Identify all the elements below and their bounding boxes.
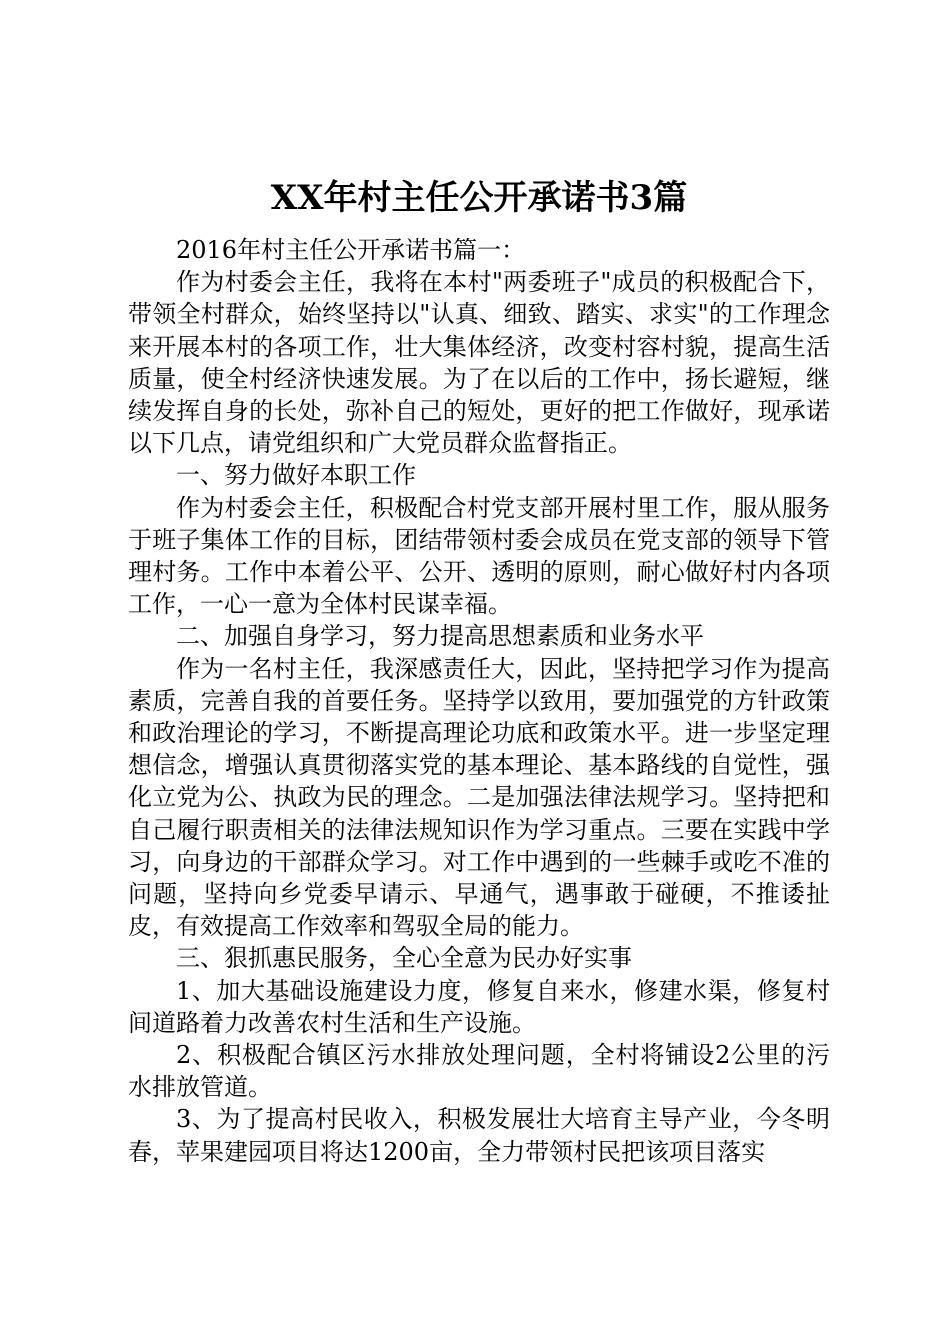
document-page (128, 178, 830, 1168)
section-heading: 三、狠抓惠民服务，全心全意为民办好实事 (176, 944, 632, 973)
section-heading: 2016年村主任公开承诺书篇一： (176, 236, 526, 264)
section-heading: 二、加强自身学习，努力提高思想素质和业务水平 (176, 622, 704, 651)
body-paragraph: 作为村委会主任，我将在本村"两委班子"成员的积极配合下，带领全村群众，始终坚持以"认真、细致、踏实、求实"的工作理念来开展本村的各项工作，壮大集体经济，改变村容村貌，提高生活质量，使全村经济快速发展。为了在以后的工作中，扬长避短，继续发挥自身的长处，弥补自己的短处，更好的把工作做好，现承诺以下几点，请党组织和广大党员群众监督指正。 (128, 268, 830, 458)
list-item: 3、为了提高村民收入，积极发展壮大培育主导产业，今冬明春，苹果建园项目将达1200亩，全力带领村民把该项目落实 (128, 1105, 830, 1166)
list-item: 1、加大基础设施建设力度，修复自来水，修建水渠，修复村间道路着力改善农村生活和生产设施。 (128, 976, 830, 1037)
body-paragraph: 作为一名村主任，我深感责任大，因此，坚持把学习作为提高素质，完善自我的首要任务。坚持学以致用，要加强党的方针政策和政治理论的学习，不断提高理论功底和政策水平。进一步坚定理想信念，增强认真贯彻落实党的基本理论、基本路线的自觉性，强化立党为公、执政为民的理念。二是加强法律法规学习。坚持把和自己履行职责相关的法律法规知识作为学习重点。三要在实践中学习，向身边的干部群众学习。对工作中遇到的一些棘手或吃不准的问题，坚持向乡党委早请示、早通气，遇事敢于碰硬，不推诿扯皮，有效提高工作效率和驾驭全局的能力。 (128, 654, 830, 941)
document-title: XX年村主任公开承诺书3篇 (270, 178, 688, 218)
list-item: 2、积极配合镇区污水排放处理问题，全村将铺设2公里的污水排放管道。 (128, 1041, 830, 1102)
section-heading: 一、努力做好本职工作 (176, 461, 416, 490)
body-paragraph: 作为村委会主任，积极配合村党支部开展村里工作，服从服务于班子集体工作的目标，团结带领村委会成员在党支部的领导下管理村务。工作中本着公平、公开、透明的原则，耐心做好村内各项工作，一心一意为全体村民谋幸福。 (128, 493, 830, 619)
